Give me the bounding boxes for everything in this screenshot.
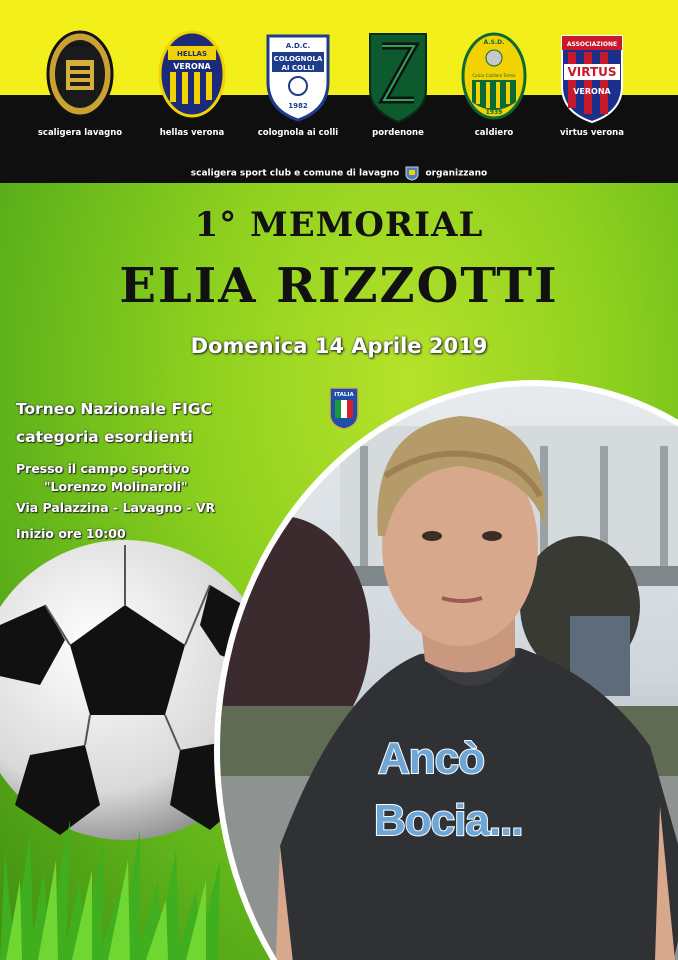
svg-text:A.D.C.: A.D.C.: [285, 42, 311, 50]
organizer-line: [0, 165, 678, 181]
address-line: Via Palazzina - Lavagno - VR: [16, 500, 216, 515]
svg-text:AI COLLI: AI COLLI: [281, 64, 315, 72]
shirt-text-line1: Ancò: [378, 734, 484, 783]
category-line: categoria esordienti: [16, 428, 193, 446]
club-name-pordenone: pordenone: [372, 128, 424, 138]
organizer-text-before: scaligera sport club e comune di lavagno: [190, 168, 400, 179]
club-name-hellas-verona: hellas verona: [159, 128, 225, 138]
event-title-line1: 1° MEMORIAL: [194, 205, 484, 245]
lavagno-crest-icon: [405, 165, 419, 181]
hellas-verona-logo-icon: [158, 30, 226, 124]
caldiero-logo-icon: [460, 30, 528, 124]
tournament-line: Torneo Nazionale FIGC: [16, 400, 212, 418]
venue-intro-line: Presso il campo sportivo: [16, 461, 190, 476]
shirt-text-line2: Bocia...: [374, 796, 523, 845]
organizer-text-after: organizzano: [425, 168, 488, 179]
pordenone-logo-icon: [364, 30, 432, 124]
svg-text:HELLAS: HELLAS: [176, 50, 208, 58]
start-time-line: Inizio ore 10:00: [16, 526, 126, 541]
colognola-logo-icon: [264, 30, 332, 124]
scaligera-lavagno-logo-icon: [46, 30, 114, 124]
player-photo: [220, 386, 678, 960]
club-name-virtus-verona: virtus verona: [560, 128, 624, 138]
venue-name-line: "Lorenzo Molinaroli": [44, 479, 188, 494]
svg-text:COLOGNOLA: COLOGNOLA: [273, 55, 323, 63]
scaligera-logo-text: MMXII: [69, 42, 91, 49]
svg-text:1982: 1982: [288, 102, 308, 110]
virtus-verona-logo-icon: [558, 30, 626, 124]
club-name-colognola: colognola ai colli: [257, 128, 339, 138]
svg-text:Calcio Caldiero Terme: Calcio Caldiero Terme: [472, 73, 516, 78]
svg-text:ASSOCIAZIONE: ASSOCIAZIONE: [566, 41, 618, 48]
svg-text:VERONA: VERONA: [173, 62, 211, 71]
svg-text:A.S.D.: A.S.D.: [483, 39, 505, 46]
svg-text:VIRTUS: VIRTUS: [567, 65, 617, 79]
svg-text:VERONA: VERONA: [573, 87, 611, 96]
photo-frame: [214, 380, 678, 960]
grass-decoration: [0, 760, 240, 960]
club-name-caldiero: caldiero: [474, 128, 514, 138]
svg-text:ITALIA: ITALIA: [334, 392, 354, 398]
club-name-scaligera-lavagno: scaligera lavagno: [37, 128, 123, 138]
event-date: Domenica 14 Aprile 2019: [190, 334, 488, 358]
event-title-line2: ELIA RIZZOTTI: [119, 258, 559, 314]
svg-text:1939: 1939: [485, 109, 503, 116]
